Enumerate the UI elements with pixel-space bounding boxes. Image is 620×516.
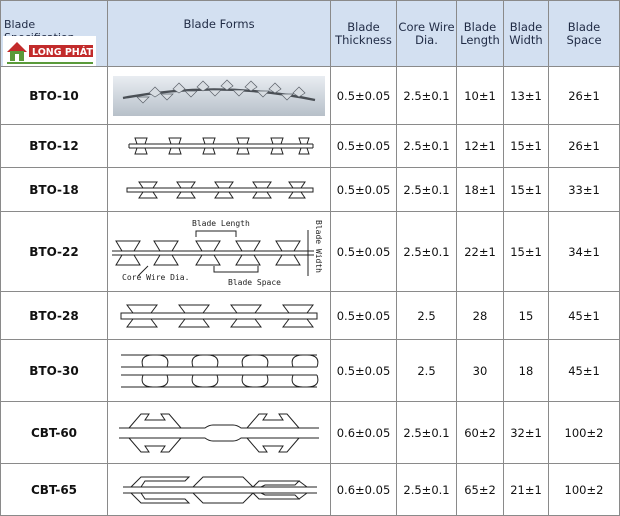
label-blade-width: Blade Width <box>314 219 323 273</box>
blade-form-cell <box>108 402 331 464</box>
thickness-cell: 0.5±0.05 <box>331 212 397 292</box>
width-cell: 18 <box>504 340 549 402</box>
length-cell: 30 <box>457 340 504 402</box>
row-name: CBT-60 <box>1 402 108 464</box>
thickness-cell: 0.5±0.05 <box>331 340 397 402</box>
table-row <box>1 340 620 402</box>
row-name: BTO-30 <box>1 340 108 402</box>
blade-form-bto-22-diagram <box>108 214 330 290</box>
blade-form-cbt-60-image <box>113 408 325 458</box>
thickness-cell: 0.6±0.05 <box>331 464 397 516</box>
table-row <box>1 67 620 125</box>
space-cell: 45±1 <box>549 292 620 340</box>
label-core-wire: Core Wire Dia. <box>122 272 190 282</box>
length-cell: 10±1 <box>457 67 504 125</box>
thickness-cell: 0.5±0.05 <box>331 168 397 212</box>
width-cell: 15 <box>504 292 549 340</box>
header-blade-width: Blade Width <box>504 1 549 67</box>
header-core-wire-dia: Core Wire Dia. <box>397 1 457 67</box>
core-wire-cell: 2.5±0.1 <box>397 125 457 168</box>
width-cell: 15±1 <box>504 212 549 292</box>
blade-form-bto-10-image <box>113 76 325 116</box>
length-cell: 12±1 <box>457 125 504 168</box>
thickness-cell: 0.5±0.05 <box>331 292 397 340</box>
table-row <box>1 212 620 292</box>
header-blade-length: Blade Length <box>457 1 504 67</box>
table-row <box>1 125 620 168</box>
label-blade-space: Blade Space <box>228 277 281 287</box>
length-cell: 28 <box>457 292 504 340</box>
blade-form-cell <box>108 464 331 516</box>
blade-form-cell <box>108 340 331 402</box>
blade-form-cell <box>108 67 331 125</box>
core-wire-cell: 2.5±0.1 <box>397 168 457 212</box>
core-wire-cell: 2.5±0.1 <box>397 67 457 125</box>
row-name: BTO-10 <box>1 67 108 125</box>
table-row <box>1 402 620 464</box>
blade-form-bto-18-image <box>113 175 325 205</box>
blade-form-cell <box>108 125 331 168</box>
row-name: BTO-28 <box>1 292 108 340</box>
row-name: BTO-12 <box>1 125 108 168</box>
space-cell: 100±2 <box>549 402 620 464</box>
length-cell: 60±2 <box>457 402 504 464</box>
space-cell: 26±1 <box>549 67 620 125</box>
header-blade-thickness: Blade Thickness <box>331 1 397 67</box>
blade-form-cbt-65-image <box>113 471 325 509</box>
blade-form-cell <box>108 168 331 212</box>
thickness-cell: 0.5±0.05 <box>331 67 397 125</box>
blade-form-cell <box>108 292 331 340</box>
long-phat-logo <box>3 36 96 66</box>
header-blade-forms: Blade Forms <box>108 1 331 67</box>
header-blade-space: Blade Space <box>549 1 620 67</box>
table-row <box>1 168 620 212</box>
width-cell: 15±1 <box>504 125 549 168</box>
width-cell: 21±1 <box>504 464 549 516</box>
row-name: BTO-22 <box>1 212 108 292</box>
blade-form-bto-12-image <box>113 131 325 161</box>
core-wire-cell: 2.5±0.1 <box>397 212 457 292</box>
table-row <box>1 292 620 340</box>
blade-form-bto-28-image <box>113 300 325 332</box>
row-name: CBT-65 <box>1 464 108 516</box>
core-wire-cell: 2.5 <box>397 340 457 402</box>
length-cell: 18±1 <box>457 168 504 212</box>
space-cell: 26±1 <box>549 125 620 168</box>
width-cell: 15±1 <box>504 168 549 212</box>
table-row <box>1 464 620 516</box>
length-cell: 22±1 <box>457 212 504 292</box>
svg-text:LONG PHÁT: LONG PHÁT <box>32 47 93 58</box>
space-cell: 33±1 <box>549 168 620 212</box>
length-cell: 65±2 <box>457 464 504 516</box>
thickness-cell: 0.5±0.05 <box>331 125 397 168</box>
blade-form-cell <box>108 212 331 292</box>
row-name: BTO-18 <box>1 168 108 212</box>
logo-mark-icon <box>3 36 96 66</box>
core-wire-cell: 2.5±0.1 <box>397 402 457 464</box>
thickness-cell: 0.6±0.05 <box>331 402 397 464</box>
space-cell: 34±1 <box>549 212 620 292</box>
blade-form-bto-30-image <box>113 349 325 393</box>
space-cell: 100±2 <box>549 464 620 516</box>
space-cell: 45±1 <box>549 340 620 402</box>
width-cell: 32±1 <box>504 402 549 464</box>
label-blade-length: Blade Length <box>192 218 250 228</box>
width-cell: 13±1 <box>504 67 549 125</box>
core-wire-cell: 2.5±0.1 <box>397 464 457 516</box>
header-blade-specification: Blade <box>1 1 108 67</box>
core-wire-cell: 2.5 <box>397 292 457 340</box>
